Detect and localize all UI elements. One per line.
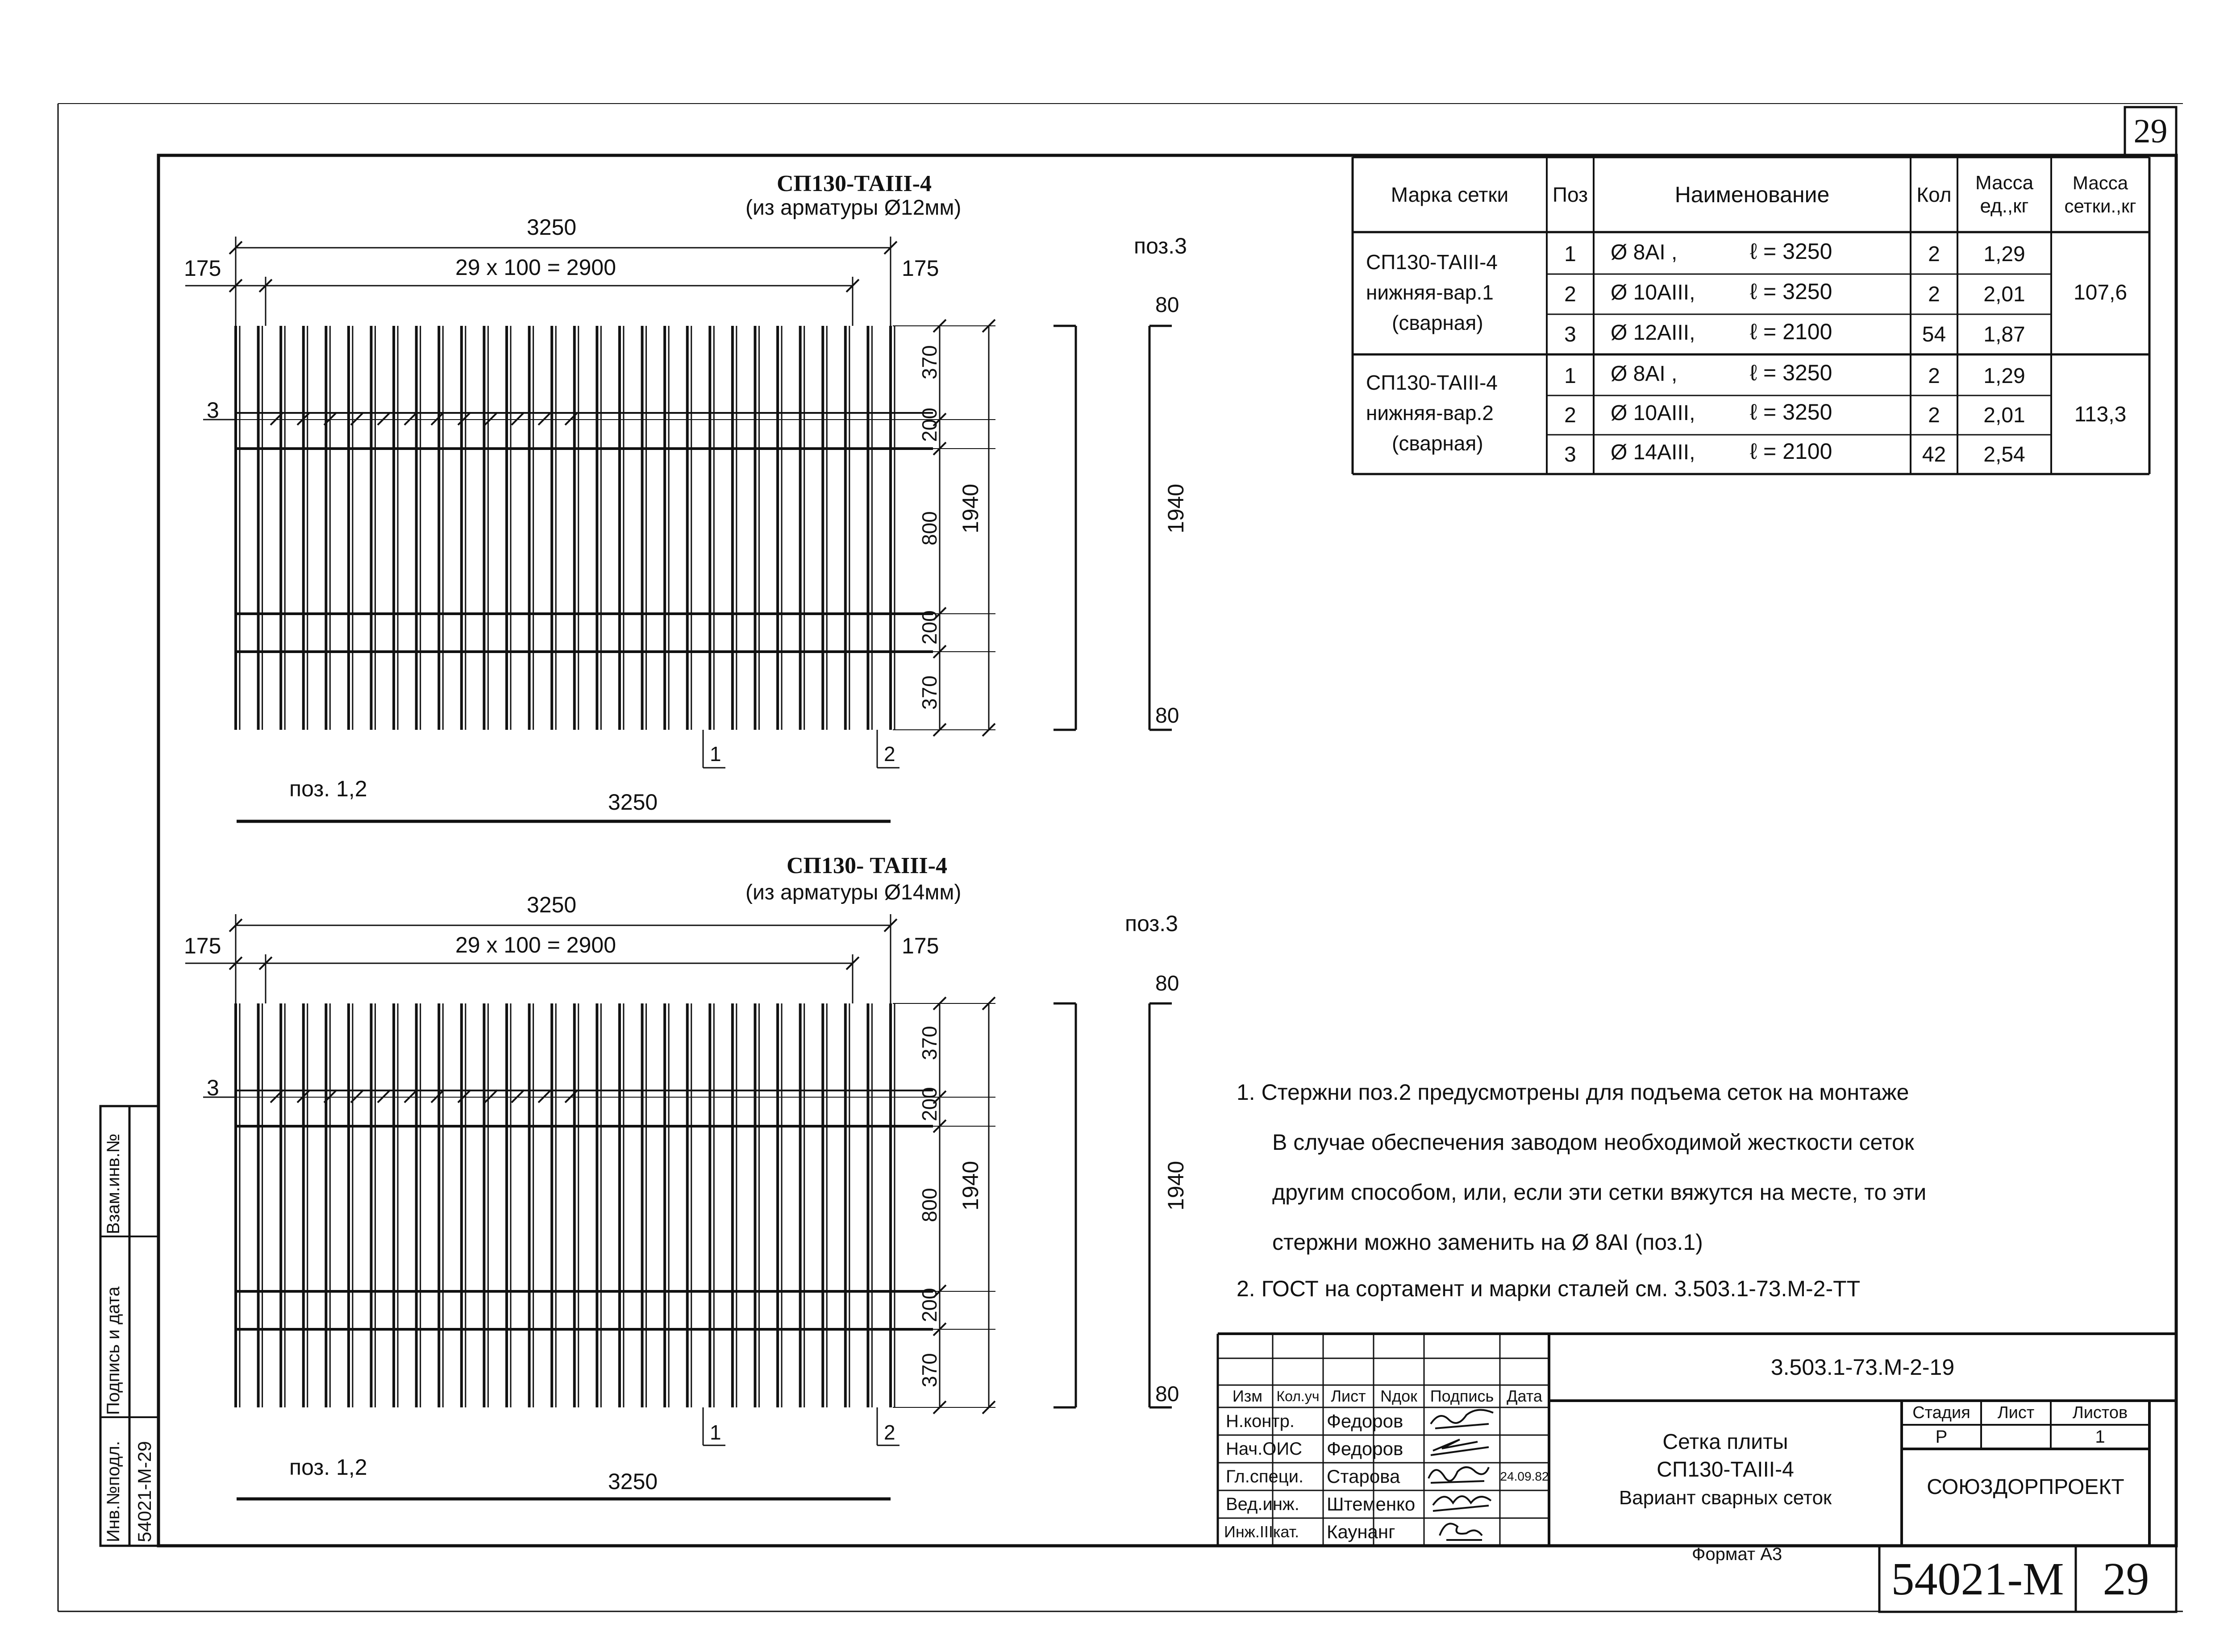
document-code: 3.503.1-73.М-2-19: [1770, 1355, 1955, 1380]
role: Н.контр.: [1226, 1411, 1295, 1431]
bars-position-label: поз. 1,2: [289, 1455, 367, 1480]
sign-date-label: Подпись и дата: [104, 1286, 123, 1415]
drawing-title: СП130- ТАIII-4: [787, 853, 947, 878]
pos3-bottom-offset: 80: [1155, 704, 1179, 728]
dim-tick: [538, 1090, 551, 1103]
person-name: Каунанг: [1327, 1521, 1395, 1542]
row-bar-dia: Ø 12АIII,: [1611, 321, 1695, 345]
lifting-bar-label: 3: [207, 1075, 219, 1100]
sheets-value: 1: [2095, 1427, 2105, 1447]
row-bar-length: ℓ = 3250: [1750, 279, 1832, 304]
pos3-top-offset: 80: [1155, 293, 1179, 317]
mesh-geometry: [185, 914, 1172, 1499]
head-col: Подпись: [1430, 1387, 1494, 1405]
dim-tick: [512, 1090, 524, 1103]
title-line-2: СП130-ТАIII-4: [1657, 1457, 1794, 1481]
mark-line-2: нижняя-вар.2: [1366, 401, 1494, 424]
row-mass: 1,29: [1983, 364, 2025, 388]
row-bar-length: ℓ = 2100: [1750, 439, 1832, 464]
row-bar-dia: Ø 10АIII,: [1611, 281, 1695, 304]
row-qty: 2: [1928, 242, 1940, 266]
role: Нач.ОИС: [1226, 1439, 1302, 1459]
dim-tick: [458, 1090, 471, 1103]
row-pos: 1: [1564, 242, 1576, 266]
pos3-length: 1940: [1163, 1161, 1188, 1211]
dim-tick: [565, 1090, 578, 1103]
dim-left-offset: 175: [184, 256, 221, 281]
sheet-value: [1981, 1425, 2051, 1449]
pos3-top-offset: 80: [1155, 972, 1179, 995]
pos3-bottom-offset: 80: [1155, 1382, 1179, 1406]
callout-1: 1: [710, 742, 721, 766]
dim-tick: [485, 412, 497, 425]
dim-tick: [378, 1090, 390, 1103]
dim-right-offset: 175: [902, 256, 939, 281]
sheets-label: Листов: [2072, 1403, 2128, 1422]
stage-label: Стадия: [1912, 1403, 1970, 1422]
sheet-label: Лист: [1997, 1403, 2035, 1422]
drawing-subtitle: (из арматуры Ø14мм): [745, 881, 962, 904]
note-line: В случае обеспечения заводом необходимой жесткости сеток: [1272, 1130, 1914, 1155]
organization: СОЮЗДОРПРОЕКТ: [1927, 1475, 2124, 1499]
dim-height: 1940: [958, 483, 983, 533]
pos3-label: поз.3: [1134, 233, 1187, 258]
dim-tick: [538, 412, 551, 425]
head-col: Лист: [1331, 1387, 1366, 1405]
dim-tick: [378, 412, 390, 425]
bars-length: 3250: [608, 790, 658, 815]
table-header-unit-mass: Масса ед.,кг: [1975, 172, 2034, 217]
page-number: 29: [2133, 112, 2168, 150]
row-qty: 42: [1922, 442, 1946, 466]
head-col: Кол.уч: [1276, 1388, 1320, 1404]
row-mass: 1,87: [1983, 322, 2025, 346]
paper-format: Формат А3: [1692, 1544, 1782, 1564]
dim-right-offset: 175: [902, 933, 939, 958]
title-line-3: Вариант сварных сеток: [1619, 1487, 1832, 1509]
row-mass: 2,01: [1983, 403, 2025, 427]
title-line-1: Сетка плиты: [1662, 1430, 1788, 1454]
document-page: 29: [2103, 1553, 2149, 1605]
row-mass: 1,29: [1983, 242, 2025, 266]
row-bar-dia: Ø 10АIII,: [1611, 401, 1695, 425]
mark-line-2: нижняя-вар.1: [1366, 281, 1494, 304]
pos3-label: поз.3: [1125, 911, 1178, 936]
table-header-mark: Марка сетки: [1391, 183, 1509, 206]
bars-position-label: поз. 1,2: [289, 776, 367, 801]
stage-value: Р: [1935, 1427, 1948, 1447]
dim-tick: [485, 1090, 497, 1103]
inv-value: 54021-М-29: [134, 1441, 155, 1542]
row-bar-length: ℓ = 2100: [1750, 319, 1832, 344]
row-mass: 2,01: [1983, 282, 2025, 306]
dim-left-offset: 175: [184, 933, 221, 958]
dim-tick: [512, 412, 524, 425]
person-name: Федоров: [1327, 1438, 1403, 1459]
lifting-bar-label: 3: [207, 398, 219, 423]
table-header-qty: Кол: [1916, 183, 1952, 206]
dim-total-length: 3250: [527, 215, 577, 240]
drawing-subtitle: (из арматуры Ø12мм): [745, 196, 962, 220]
person-name: Штеменко: [1327, 1494, 1416, 1515]
document-number: 54021-М: [1891, 1553, 2064, 1605]
callout-1: 1: [710, 1421, 721, 1444]
dim-vertical-3: 800: [918, 1188, 941, 1222]
mark-line-3: (сварная): [1392, 432, 1483, 455]
row-qty: 2: [1928, 364, 1940, 388]
mark-line-1: СП130-ТАIII-4: [1366, 371, 1498, 394]
row-pos: 1: [1564, 364, 1576, 388]
head-col: Изм: [1232, 1387, 1263, 1405]
vzam-label: Взам.инв.№: [104, 1133, 123, 1234]
role: Вед.инж.: [1226, 1494, 1299, 1514]
row-pos: 3: [1564, 322, 1576, 346]
head-col: Nдок: [1380, 1387, 1417, 1405]
person-name: Федоров: [1327, 1411, 1403, 1431]
row-bar-dia: Ø 14АIII,: [1611, 441, 1695, 464]
dim-vertical-1: 370: [918, 345, 941, 379]
row-mass: 2,54: [1983, 442, 2025, 466]
inv-label: Инв.№подл.: [104, 1441, 123, 1542]
dim-height: 1940: [958, 1161, 983, 1211]
dim-tick: [565, 412, 578, 425]
row-bar-length: ℓ = 3250: [1750, 360, 1832, 385]
sign-date: 24.09.82: [1500, 1469, 1549, 1483]
head-col: Дата: [1507, 1387, 1542, 1405]
role: Гл.специ.: [1226, 1466, 1304, 1486]
row-qty: 2: [1928, 282, 1940, 306]
row-bar-length: ℓ = 3250: [1750, 239, 1832, 264]
table-header-pos: Поз: [1552, 183, 1588, 206]
dim-vertical-4: 200: [918, 610, 941, 645]
row-qty: 54: [1922, 322, 1946, 346]
dim-bar-pitch: 29 x 100 = 2900: [455, 255, 616, 280]
row-bar-length: ℓ = 3250: [1750, 399, 1832, 424]
dim-bar-pitch: 29 x 100 = 2900: [455, 932, 616, 957]
table-header-name: Наименование: [1674, 182, 1830, 207]
note-line: другим способом, или, если эти сетки вяжутся на месте, то эти: [1272, 1180, 1927, 1205]
pos3-length: 1940: [1163, 483, 1188, 533]
dim-vertical-3: 800: [918, 511, 941, 545]
row-qty: 2: [1928, 403, 1940, 427]
dim-tick: [431, 1090, 444, 1103]
note-line: 2. ГОСТ на сортамент и марки сталей см. 3.503.1-73.М-2-ТТ: [1237, 1276, 1861, 1301]
drawing-title: СП130-ТАIII-4: [777, 171, 932, 196]
note-line: стержни можно заменить на Ø 8АI (поз.1): [1272, 1230, 1703, 1255]
mesh-mass-total: 113,3: [2074, 402, 2127, 426]
callout-2: 2: [884, 742, 895, 766]
dim-vertical-5: 370: [918, 1353, 941, 1387]
row-pos: 2: [1564, 282, 1576, 306]
dim-tick: [431, 412, 444, 425]
dim-vertical-2: 200: [918, 408, 941, 442]
bars-length: 3250: [608, 1469, 658, 1494]
dim-vertical-4: 200: [918, 1288, 941, 1322]
dim-tick: [458, 412, 471, 425]
mark-line-1: СП130-ТАIII-4: [1366, 250, 1498, 274]
dim-vertical-2: 200: [918, 1087, 941, 1121]
person-name: Старова: [1327, 1466, 1400, 1487]
note-line: 1. Стержни поз.2 предусмотрены для подъема сеток на монтаже: [1237, 1080, 1909, 1105]
table-header-mesh-mass: Масса сетки.,кг: [2064, 172, 2136, 216]
row-bar-dia: Ø 8АI ,: [1611, 362, 1678, 386]
mesh-mass-total: 107,6: [2073, 280, 2128, 304]
mesh-geometry: [185, 237, 1172, 821]
role: Инж.IIIкат.: [1224, 1523, 1299, 1541]
dim-vertical-1: 370: [918, 1026, 941, 1060]
row-bar-dia: Ø 8АI ,: [1611, 241, 1678, 264]
row-pos: 2: [1564, 403, 1576, 427]
dim-vertical-5: 370: [918, 675, 941, 710]
row-pos: 3: [1564, 442, 1576, 466]
dim-total-length: 3250: [527, 892, 577, 917]
callout-2: 2: [884, 1421, 895, 1444]
mark-line-3: (сварная): [1392, 311, 1483, 334]
